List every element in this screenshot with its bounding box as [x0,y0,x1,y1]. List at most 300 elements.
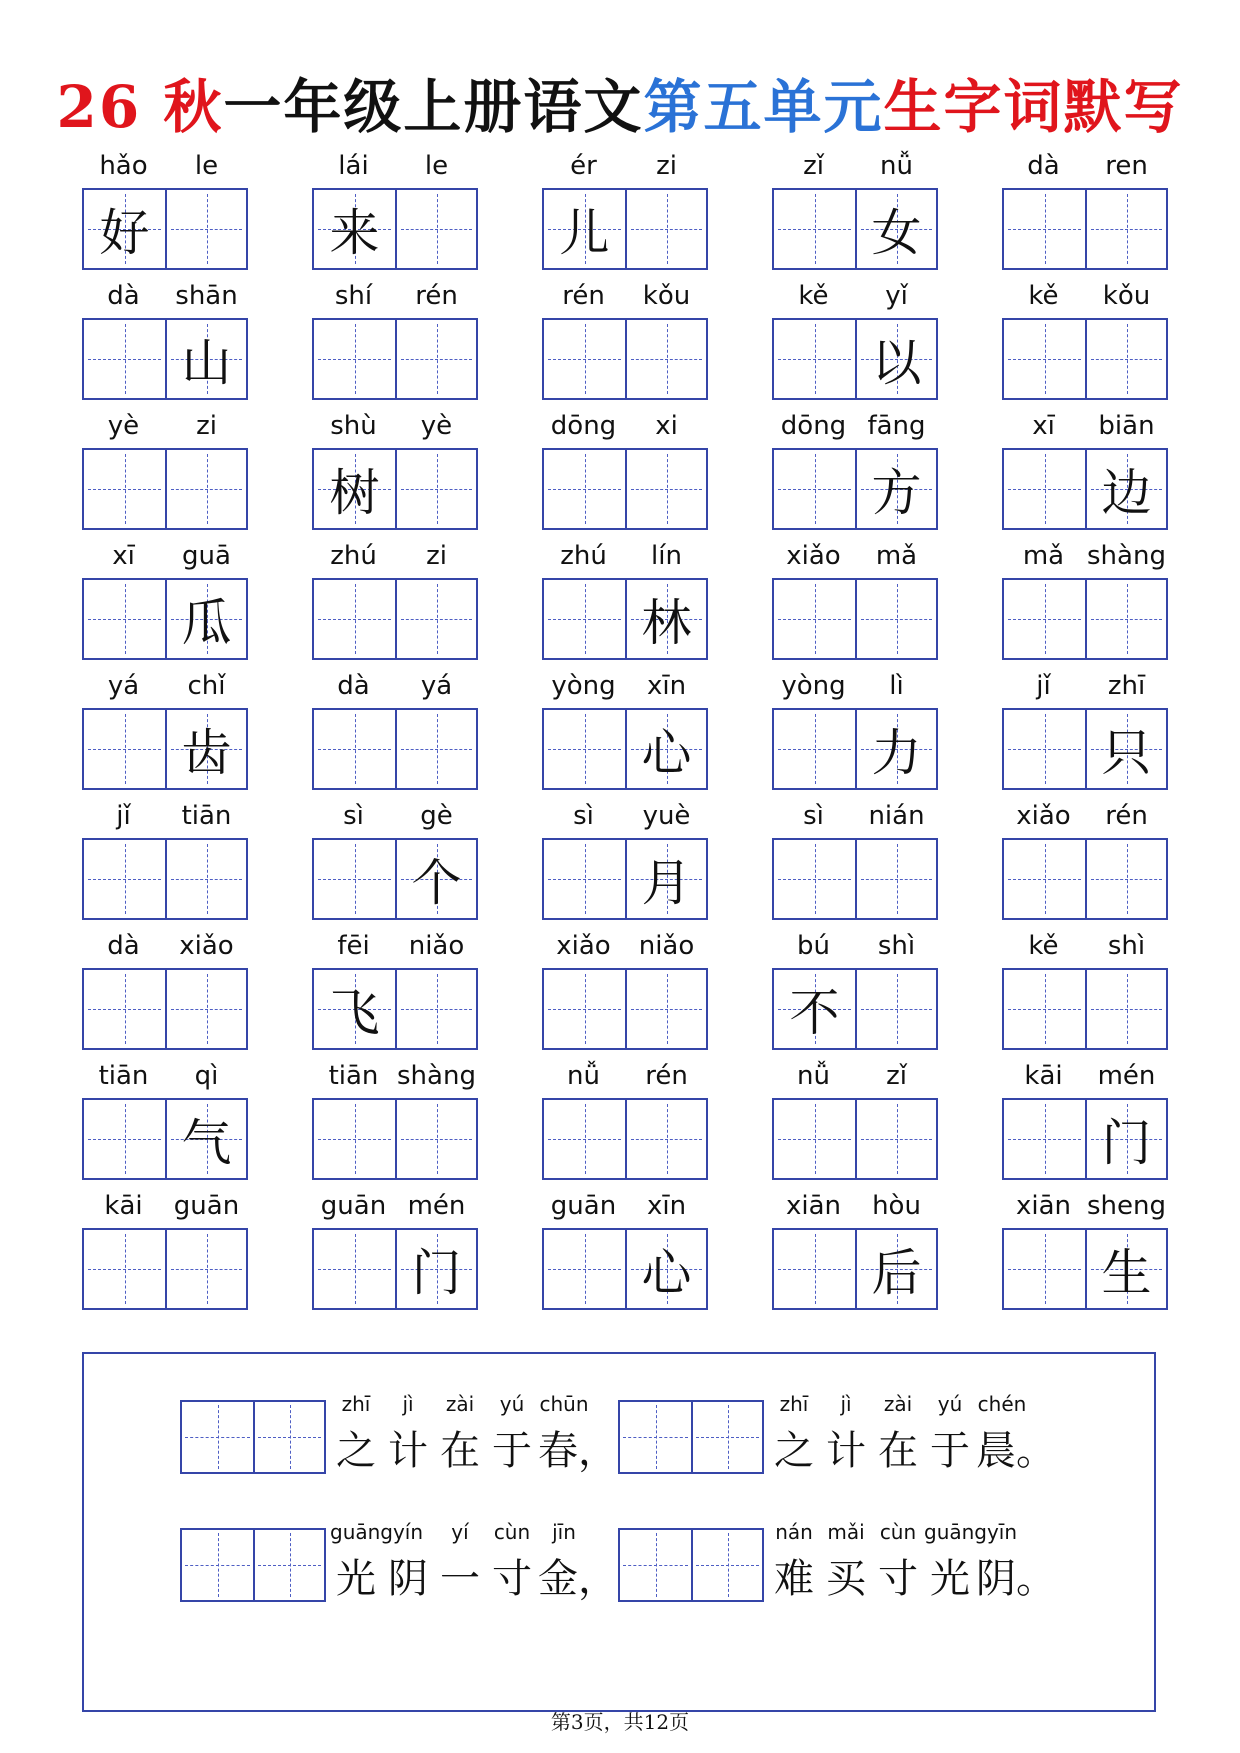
pinyin-syllable: niǎo [638,931,695,961]
given-character [1087,320,1166,398]
given-character: 气 [181,1114,232,1172]
tianzige-square[interactable] [165,710,246,788]
tianzige-square[interactable] [625,450,706,528]
given-character [397,580,476,658]
tianzige-square[interactable] [84,190,165,268]
phrase-character: 阴 [388,1555,428,1602]
given-character [627,320,706,398]
pinyin-syllable: zhú [560,541,607,571]
pinyin-syllable: xi [655,411,678,441]
writing-box[interactable] [1002,318,1168,400]
tianzige-square[interactable] [544,450,625,528]
given-character [84,970,165,1048]
tianzige-square[interactable] [165,450,246,528]
writing-box[interactable] [542,838,708,920]
given-character [544,450,625,528]
pinyin-syllable: niǎo [408,931,465,961]
tianzige-square[interactable] [314,840,395,918]
given-character [314,580,395,658]
tianzige-square[interactable] [855,190,936,268]
tianzige-square[interactable] [855,710,936,788]
tianzige-square[interactable] [1004,1230,1085,1308]
proverb-section [82,1352,1156,1712]
given-character: 门 [1101,1114,1152,1172]
given-character [84,580,165,658]
pinyin-syllable: bú [797,931,830,961]
given-character [1004,1100,1085,1178]
tianzige-square[interactable] [314,710,395,788]
pinyin-row [542,926,708,966]
pinyin-syllable: zi [196,411,217,441]
title-unit-part: 第五单元 [643,73,884,141]
phrase-characters [330,1548,618,1602]
pinyin-row [82,276,248,316]
tianzige-square[interactable] [625,1230,706,1308]
tianzige-square[interactable] [1085,710,1166,788]
pinyin-syllable: nián [868,801,925,831]
tianzige-square[interactable] [544,580,625,658]
writing-box[interactable] [312,578,478,660]
given-character [627,1100,706,1178]
tianzige-square[interactable] [544,320,625,398]
tianzige-square[interactable] [84,1100,165,1178]
writing-box[interactable] [82,968,248,1050]
word-cell [82,146,248,276]
pinyin-row [82,146,248,186]
pinyin-syllable: jīn [552,1520,576,1544]
phrase-pinyin [768,1520,1028,1548]
writing-box[interactable] [1002,1098,1168,1180]
word-cell [82,276,248,406]
word-cell [82,1056,248,1186]
writing-box[interactable] [82,578,248,660]
writing-box[interactable] [1002,838,1168,920]
tianzige-square[interactable] [1085,1230,1166,1308]
pinyin-syllable: chǐ [187,671,226,701]
pinyin-syllable: le [194,151,219,181]
pinyin-row [772,1186,938,1226]
tianzige-square[interactable] [544,710,625,788]
tianzige-square[interactable] [855,320,936,398]
word-cell [1002,796,1168,926]
pinyin-syllable: fēi [337,931,370,961]
tianzige-square[interactable] [395,450,476,528]
word-cell [312,796,478,926]
writing-box[interactable] [312,838,478,920]
tianzige-square[interactable] [395,970,476,1048]
writing-box[interactable] [312,1098,478,1180]
given-character [167,970,246,1048]
writing-box[interactable] [542,448,708,530]
pinyin-row [82,536,248,576]
given-character [1087,580,1166,658]
pinyin-syllable: yīn [986,1520,1018,1544]
tianzige-square[interactable] [1085,580,1166,658]
given-character [84,1100,165,1178]
pinyin-syllable: shān [175,281,238,311]
tianzige-square[interactable] [855,840,936,918]
pinyin-row [542,276,708,316]
tianzige-square[interactable] [1004,580,1085,658]
tianzige-square[interactable] [395,320,476,398]
pinyin-row [312,796,478,836]
tianzige-square[interactable] [1085,190,1166,268]
pinyin-syllable: xiān [785,1191,842,1221]
given-character [397,710,476,788]
given-character: 儿 [559,204,610,262]
given-character: 树 [329,464,380,522]
pinyin-syllable: hòu [872,1191,921,1221]
writing-box[interactable] [542,968,708,1050]
writing-box[interactable] [312,318,478,400]
tianzige-square[interactable] [1004,840,1085,918]
tianzige-square[interactable] [625,190,706,268]
tianzige-square[interactable] [84,840,165,918]
writing-box[interactable] [542,578,708,660]
pinyin-syllable: sì [803,801,824,831]
pinyin-syllable: jǐ [1036,671,1051,701]
writing-box[interactable] [312,1228,478,1310]
given-character: 林 [641,594,692,652]
tianzige-square[interactable] [314,190,395,268]
phrase-pinyin [330,1392,590,1420]
pinyin-syllable: xīn [646,671,687,701]
word-cell [772,276,938,406]
tianzige-square[interactable] [1004,190,1085,268]
pinyin-syllable: zi [426,541,447,571]
tianzige-square[interactable] [314,450,395,528]
writing-box[interactable] [1002,188,1168,270]
given-character [857,970,936,1048]
tianzige-square[interactable] [774,710,855,788]
writing-box[interactable] [312,708,478,790]
writing-box[interactable] [772,318,938,400]
given-character: 心 [641,724,692,782]
pinyin-syllable: jì [840,1392,852,1416]
tianzige-square[interactable] [1085,840,1166,918]
writing-box[interactable] [772,578,938,660]
tianzige-square[interactable] [84,710,165,788]
given-character [397,450,476,528]
pinyin-row [542,1186,708,1226]
pinyin-syllable: kě [798,281,829,311]
word-cell [542,666,708,796]
tianzige-square[interactable] [774,1230,855,1308]
phrase-character: 光 [336,1555,376,1602]
tianzige-square[interactable] [855,970,936,1048]
tianzige-square[interactable] [395,190,476,268]
tianzige-square[interactable] [774,1100,855,1178]
pinyin-row [1002,1056,1168,1096]
pinyin-syllable: ér [570,151,597,181]
pinyin-syllable: chén [977,1392,1027,1416]
pinyin-syllable: mǎi [827,1520,865,1544]
pinyin-row [82,1186,248,1226]
given-character: 后 [871,1244,922,1302]
pinyin-syllable: xī [1032,411,1055,441]
tianzige-square[interactable] [1004,1100,1085,1178]
word-cell [542,796,708,926]
tianzige-square[interactable] [314,1100,395,1178]
phrase-pinyin [768,1392,1028,1420]
tianzige-square[interactable] [165,1100,246,1178]
writing-box[interactable] [82,1228,248,1310]
writing-box[interactable] [82,1098,248,1180]
tianzige-square[interactable] [1085,450,1166,528]
pinyin-syllable: xiǎo [179,931,234,961]
given-character [397,970,476,1048]
word-cell [1002,406,1168,536]
pinyin-syllable: zhī [341,1392,371,1416]
phrase-character: 一 [440,1555,480,1602]
tianzige-square[interactable] [1085,1100,1166,1178]
given-character: 女 [871,204,922,262]
pinyin-syllable: nǚ [880,151,913,181]
pinyin-syllable: guān [320,1191,387,1221]
given-character [397,1100,476,1178]
tianzige-square[interactable] [314,320,395,398]
given-character [857,1100,936,1178]
writing-box[interactable] [82,188,248,270]
pinyin-syllable: tiān [181,801,232,831]
tianzige-square[interactable] [625,1100,706,1178]
writing-box[interactable] [542,1228,708,1310]
pinyin-syllable: yòng [781,671,846,701]
pinyin-syllable: xiǎo [1016,801,1071,831]
phrase-characters [330,1420,618,1474]
given-character [774,710,855,788]
writing-box[interactable] [1002,578,1168,660]
writing-box[interactable] [542,188,708,270]
pinyin-syllable: rén [1105,801,1148,831]
given-character: 以 [871,334,922,392]
tianzige-square[interactable] [1004,450,1085,528]
pinyin-row [312,276,478,316]
tianzige-square[interactable] [395,580,476,658]
given-character: 边 [1101,464,1152,522]
tianzige-square[interactable] [544,1230,625,1308]
tianzige-square[interactable] [1004,320,1085,398]
given-character [544,1100,625,1178]
phrase-character: 寸 [492,1555,532,1602]
word-cell [312,406,478,536]
writing-box[interactable] [542,1098,708,1180]
answer-box[interactable] [618,1528,764,1602]
pinyin-row [1002,536,1168,576]
tianzige-square[interactable] [625,840,706,918]
pinyin-row [772,536,938,576]
tianzige-square[interactable] [544,190,625,268]
answer-box[interactable] [180,1528,326,1602]
tianzige-square[interactable] [544,840,625,918]
proverb-line-2 [180,1520,1056,1602]
tianzige-square[interactable] [855,1230,936,1308]
pinyin-syllable: kāi [104,1191,143,1221]
pinyin-syllable: zài [883,1392,913,1416]
writing-box[interactable] [1002,1228,1168,1310]
tianzige-square[interactable] [165,970,246,1048]
word-cell [542,536,708,666]
writing-box[interactable] [1002,708,1168,790]
pinyin-syllable: dōng [550,411,617,441]
given-character: 飞 [329,984,380,1042]
pinyin-row [772,146,938,186]
tianzige-square[interactable] [774,970,855,1048]
pinyin-syllable: dà [107,281,140,311]
writing-box[interactable] [1002,448,1168,530]
tianzige-square[interactable] [84,450,165,528]
pinyin-row [82,796,248,836]
tianzige-square[interactable] [544,1100,625,1178]
tianzige-square[interactable] [855,580,936,658]
pinyin-syllable: shàng [397,1061,476,1091]
given-character [857,840,936,918]
pinyin-syllable: kāi [1024,1061,1063,1091]
pinyin-syllable: zhī [1107,671,1146,701]
pinyin-syllable: kě [1028,931,1059,961]
tianzige-square[interactable] [625,320,706,398]
word-cell [82,406,248,536]
writing-box[interactable] [82,318,248,400]
given-character: 力 [871,724,922,782]
given-character [1004,450,1085,528]
writing-box[interactable] [82,708,248,790]
writing-box[interactable] [772,1098,938,1180]
pinyin-row [312,406,478,446]
writing-box[interactable] [772,968,938,1050]
pinyin-syllable: lì [889,671,904,701]
given-character [544,970,625,1048]
tianzige-square[interactable] [165,840,246,918]
title-grade-part: 26 秋 [56,73,224,141]
given-character [397,320,476,398]
pinyin-syllable: tiān [328,1061,379,1091]
tianzige-square[interactable] [774,190,855,268]
tianzige-square[interactable] [1085,320,1166,398]
pinyin-row [542,406,708,446]
tianzige-square[interactable] [1004,710,1085,788]
tianzige-square[interactable] [84,970,165,1048]
writing-box[interactable] [772,1228,938,1310]
word-cell [772,406,938,536]
word-cell [1002,1056,1168,1186]
tianzige-square[interactable] [84,320,165,398]
phrase-character: 金， [538,1555,618,1602]
tianzige-square[interactable] [625,970,706,1048]
phrase-character: 计 [826,1427,866,1474]
writing-box[interactable] [772,188,938,270]
writing-box[interactable] [772,708,938,790]
pinyin-syllable: dà [107,931,140,961]
writing-box[interactable] [82,448,248,530]
word-cell [772,146,938,276]
pinyin-syllable: rén [562,281,605,311]
tianzige-square[interactable] [1004,970,1085,1048]
pinyin-syllable: gè [420,801,453,831]
pinyin-syllable: nǚ [797,1061,830,1091]
tianzige-square[interactable] [395,710,476,788]
pinyin-syllable: kǒu [642,281,691,311]
tianzige-square[interactable] [84,580,165,658]
given-character: 生 [1101,1244,1152,1302]
pinyin-syllable: xiǎo [556,931,611,961]
pinyin-row [1002,666,1168,706]
pinyin-syllable: guā [182,541,231,571]
pinyin-syllable: tiān [98,1061,149,1091]
tianzige-square[interactable] [165,580,246,658]
tianzige-square[interactable] [1085,970,1166,1048]
tianzige-square[interactable] [774,450,855,528]
tianzige-square[interactable] [774,320,855,398]
pinyin-row [772,1056,938,1096]
tianzige-square[interactable] [314,580,395,658]
word-cell [312,1056,478,1186]
tianzige-square[interactable] [395,840,476,918]
writing-box[interactable] [1002,968,1168,1050]
writing-box[interactable] [82,838,248,920]
pinyin-syllable: zhī [779,1392,809,1416]
tianzige-square[interactable] [855,450,936,528]
given-character: 齿 [181,724,232,782]
pinyin-row [312,536,478,576]
tianzige-square[interactable] [774,580,855,658]
tianzige-square[interactable] [544,970,625,1048]
given-character [167,840,246,918]
given-character [774,1230,855,1308]
tianzige-square[interactable] [395,1100,476,1178]
word-cell [1002,146,1168,276]
pinyin-syllable: kǒu [1102,281,1151,311]
tianzige-square[interactable] [774,840,855,918]
tianzige-square[interactable] [314,1230,395,1308]
pinyin-row [82,1056,248,1096]
tianzige-square[interactable] [165,320,246,398]
pinyin-syllable: kě [1028,281,1059,311]
word-cell [312,1186,478,1316]
tianzige-square[interactable] [84,1230,165,1308]
tianzige-square[interactable] [395,1230,476,1308]
tianzige-square[interactable] [625,710,706,788]
writing-box[interactable] [772,448,938,530]
given-character: 个 [411,854,462,912]
phrase-character: 难 [774,1555,814,1602]
answer-box[interactable] [618,1400,764,1474]
pinyin-syllable: shí [334,281,373,311]
writing-box[interactable] [312,448,478,530]
pinyin-syllable: zǐ [803,151,824,181]
given-character [314,1100,395,1178]
tianzige-square[interactable] [165,190,246,268]
pinyin-syllable: rén [415,281,458,311]
given-character [1004,580,1085,658]
tianzige-square[interactable] [855,1100,936,1178]
answer-box[interactable] [180,1400,326,1474]
writing-box[interactable] [312,968,478,1050]
tianzige-square[interactable] [314,970,395,1048]
tianzige-square[interactable] [165,1230,246,1308]
writing-box[interactable] [542,318,708,400]
writing-box[interactable] [312,188,478,270]
pinyin-syllable: jì [402,1392,414,1416]
pinyin-syllable: hǎo [99,151,148,181]
tianzige-square[interactable] [625,580,706,658]
pinyin-syllable: yú [499,1392,525,1416]
pinyin-row [82,926,248,966]
writing-box[interactable] [772,838,938,920]
writing-box[interactable] [542,708,708,790]
given-character [1004,320,1085,398]
word-cell [542,276,708,406]
